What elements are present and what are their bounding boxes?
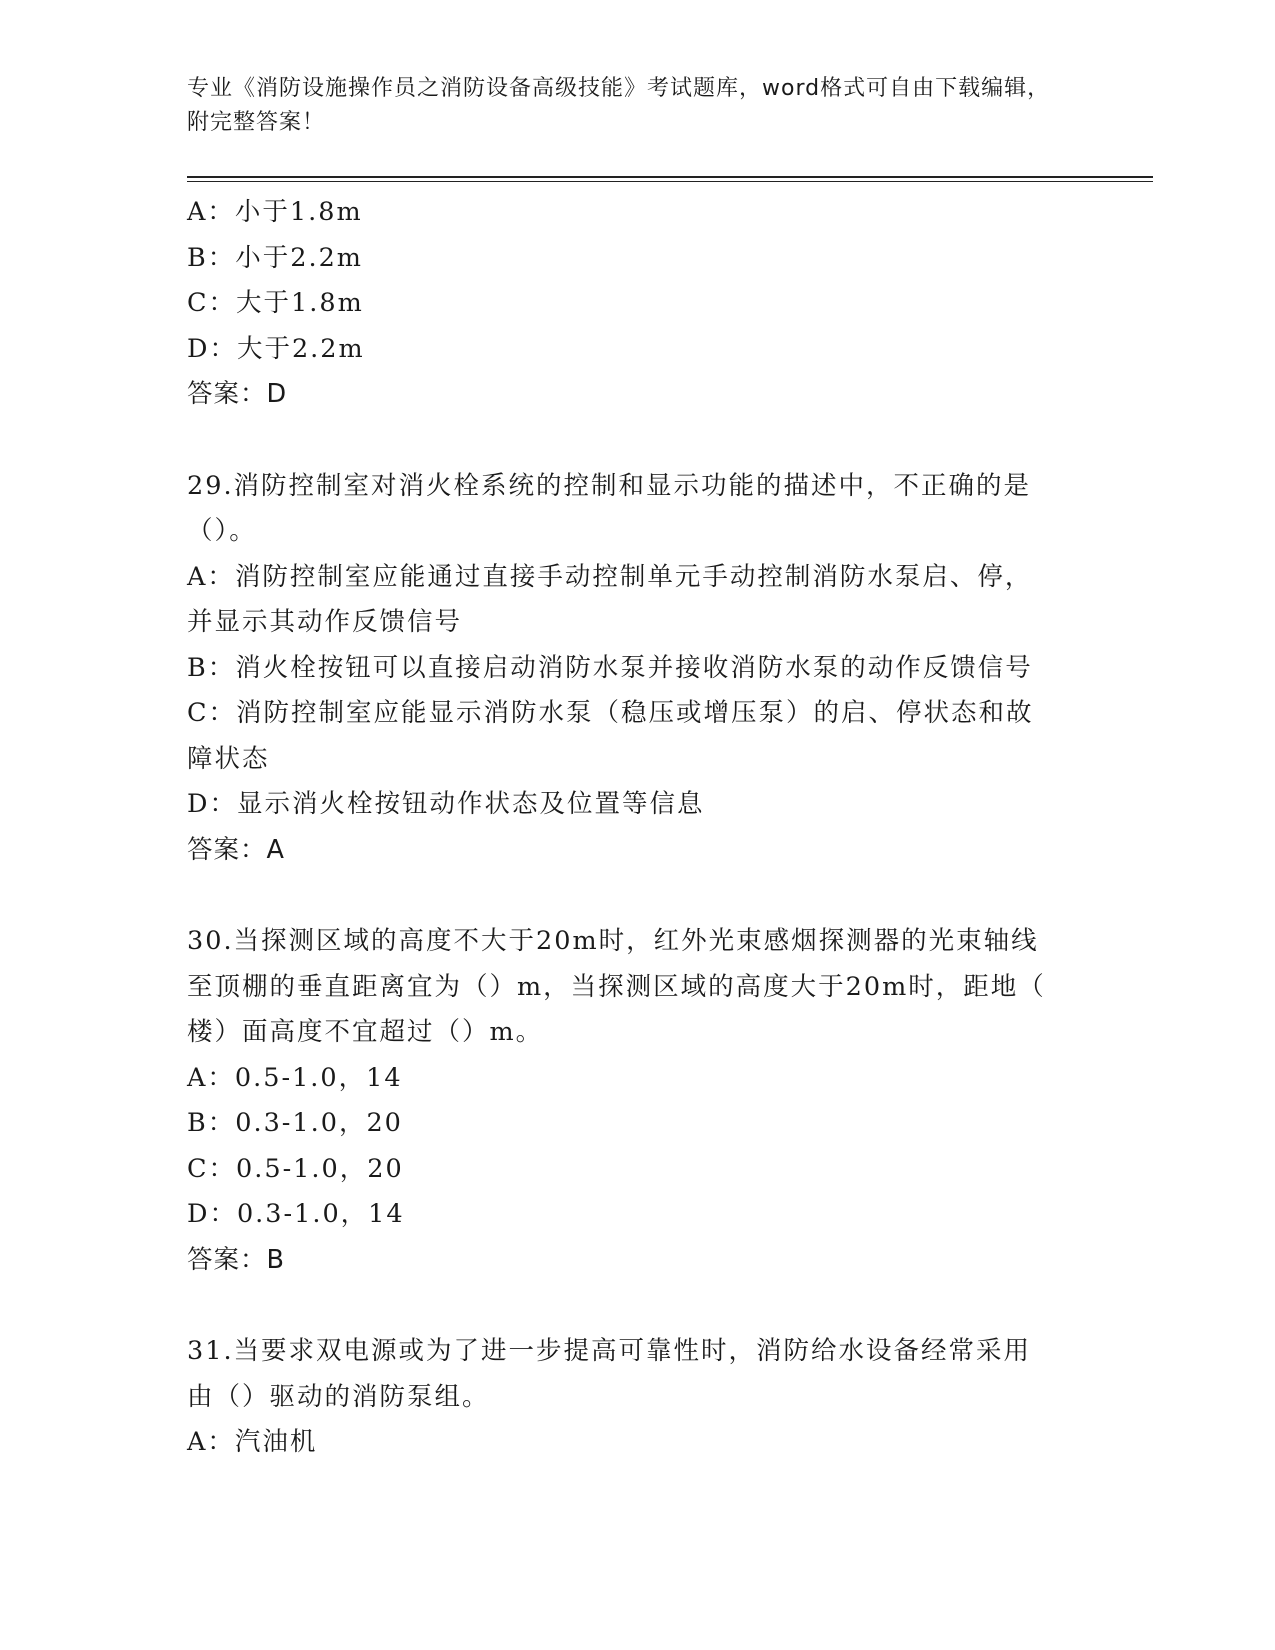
answer-value: B [266, 1244, 286, 1275]
question-stem-cont: （）。 [187, 516, 257, 546]
option-a: A：汽油机 [187, 1427, 318, 1457]
option-a-cont: 并显示其动作反馈信号 [187, 607, 463, 637]
option-b: B：小于2.2m [187, 242, 363, 273]
answer-value: A [266, 834, 285, 865]
question-29 [187, 464, 1077, 874]
question-stem: 31.当要求双电源或为了进一步提高可靠性时，消防给水设备经常采用 [187, 1336, 1032, 1366]
option-b: B：0.3-1.0，20 [187, 1108, 403, 1138]
question-stem: 30.当探测区域的高度不大于20m时，红外光束感烟探测器的光束轴线 [187, 926, 1039, 956]
question-30 [187, 919, 1077, 1283]
question-stem: 29.消防控制室对消火栓系统的控制和显示功能的描述中，不正确的是 [187, 470, 1032, 501]
answer-label: 答案： [187, 834, 267, 865]
header-divider-thin [187, 181, 1153, 182]
option-a: A：0.5-1.0，14 [187, 1062, 403, 1093]
header-text: 专业《消防设施操作员之消防设备高级技能》考试题库，word格式可自由下载编辑，附完整答案！ [187, 76, 1051, 135]
option-d: D：大于2.2m [187, 333, 365, 364]
option-d: D：显示消火栓按钮动作状态及位置等信息 [187, 789, 705, 819]
question-stem-cont: 由（）驱动的消防泵组。 [187, 1381, 490, 1412]
question-31 [187, 1329, 1077, 1466]
option-d: D：0.3-1.0，14 [187, 1199, 405, 1229]
option-c: C：0.5-1.0，20 [187, 1153, 404, 1184]
question-28 [187, 190, 1077, 418]
answer-label: 答案： [187, 379, 267, 409]
option-a: A：消防控制室应能通过直接手动控制单元手动控制消防水泵启、停， [187, 561, 1033, 592]
answer-line [187, 828, 1077, 874]
option-b: B：消火栓按钮可以直接启动消防水泵并接收消防水泵的动作反馈信号 [187, 652, 1033, 683]
answer-value: D [266, 379, 288, 409]
answer-line [187, 372, 1077, 418]
answer-line [187, 1238, 1077, 1284]
question-stem-cont: 至顶棚的垂直距离宜为（）m，当探测区域的高度大于20m时，距地（ [187, 971, 1046, 1002]
answer-label: 答案： [187, 1244, 267, 1275]
header-divider-thick [187, 176, 1153, 178]
question-content [187, 190, 1077, 1466]
question-stem-cont: 楼）面高度不宜超过（）m。 [187, 1017, 544, 1047]
option-c: C：大于1.8m [187, 288, 364, 318]
page-header [187, 72, 1067, 140]
option-c: C：消防控制室应能显示消防水泵（稳压或增压泵）的启、停状态和故 [187, 698, 1034, 728]
option-a: A：小于1.8m [187, 197, 363, 227]
option-c-cont: 障状态 [187, 743, 270, 774]
